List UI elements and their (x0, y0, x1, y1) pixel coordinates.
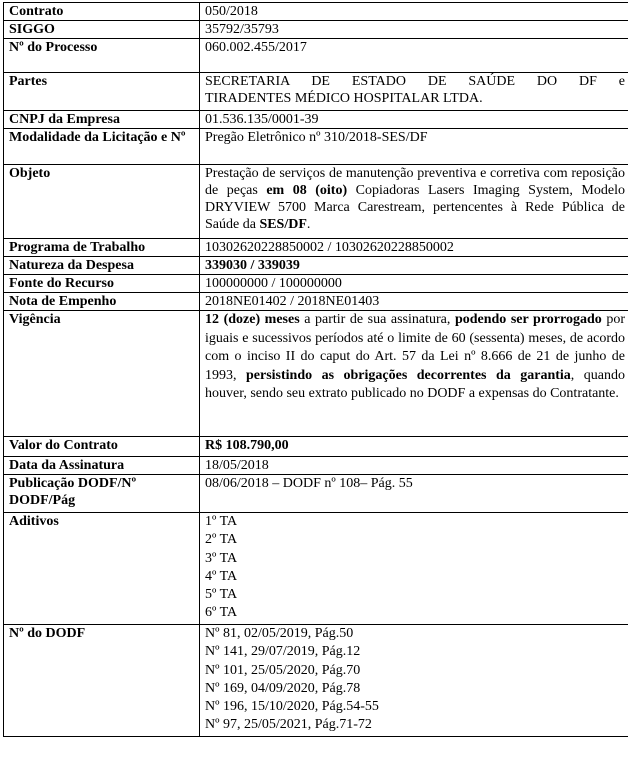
row-dodf (4, 625, 628, 737)
valor-label: Valor do Contrato (4, 437, 200, 457)
aditivo-item: 2º TA (205, 532, 238, 548)
fonte-value: 100000000 / 100000000 (200, 275, 628, 293)
cnpj-value: 01.536.135/0001-39 (200, 111, 628, 129)
row-siggo (4, 21, 628, 39)
programa-label: Programa de Trabalho (4, 239, 200, 257)
cnpj-label: CNPJ da Empresa (4, 111, 200, 129)
publicacao-label-line2: DODF/Pág (9, 493, 76, 508)
empenho-label: Nota de Empenho (4, 293, 200, 311)
contract-table (3, 2, 628, 737)
objeto-label: Objeto (4, 165, 200, 239)
aditivo-item: 3º TA (205, 550, 238, 566)
publicacao-label (4, 475, 200, 513)
row-valor (4, 437, 628, 457)
row-programa (4, 239, 628, 257)
dodf-item: Nº 97, 25/05/2021, Pág.71-72 (205, 717, 372, 733)
assinatura-value: 18/05/2018 (200, 457, 628, 475)
contrato-value: 050/2018 (200, 3, 628, 21)
row-cnpj (4, 111, 628, 129)
vigencia-label: Vigência (4, 311, 200, 437)
objeto-bold-1: em 08 (oito) (266, 183, 348, 198)
vigencia-value (200, 311, 628, 437)
vigencia-bold-1: 12 (doze) meses (205, 312, 300, 327)
partes-line2: TIRADENTES MÉDICO HOSPITALAR LTDA. (205, 91, 483, 106)
aditivos-label: Aditivos (4, 513, 200, 625)
partes-line1: SECRETARIA DE ESTADO DE SAÚDE DO DF e (205, 74, 625, 89)
vigencia-bold-3: persistindo as obrigações decorrentes da garantia (245, 367, 571, 383)
row-assinatura (4, 457, 628, 475)
dodf-item: Nº 169, 04/09/2020, Pág.78 (205, 680, 361, 696)
programa-value: 10302620228850002 / 10302620228850002 (200, 239, 628, 257)
row-partes (4, 73, 628, 111)
partes-label: Partes (4, 73, 200, 111)
row-publicacao (4, 475, 628, 513)
objeto-value (200, 165, 628, 239)
dodf-item: Nº 81, 02/05/2019, Pág.50 (205, 626, 354, 641)
objeto-text-2: Copiadoras Lasers Imaging System, Modelo DRYVIEW 5700 Marca Carestream, pertencentes à Rede Pública de Saúde da (205, 183, 625, 232)
assinatura-label: Data da Assinatura (4, 457, 200, 475)
valor-value: R$ 108.790,00 (200, 437, 628, 457)
vigencia-bold-2: podendo ser prorrogado (454, 312, 602, 327)
aditivos-list (200, 513, 628, 625)
fonte-label: Fonte do Recurso (4, 275, 200, 293)
processo-label: Nº do Processo (4, 39, 200, 73)
modalidade-value: Pregão Eletrônico nº 310/2018-SES/DF (200, 129, 628, 165)
processo-value: 060.002.455/2017 (200, 39, 628, 73)
natureza-value: 339030 / 339039 (200, 257, 628, 275)
row-empenho (4, 293, 628, 311)
contrato-label: Contrato (4, 3, 200, 21)
natureza-label: Natureza da Despesa (4, 257, 200, 275)
dodf-item: Nº 101, 25/05/2020, Pág.70 (205, 662, 361, 678)
modalidade-label: Modalidade da Licitação e Nº (4, 129, 200, 165)
aditivo-item: 1º TA (205, 514, 238, 529)
vigencia-text-3: , quando houver, sendo seu extrato publicado no DODF a expensas do Contratante. (205, 367, 625, 401)
row-aditivos (4, 513, 628, 625)
siggo-label: SIGGO (4, 21, 200, 39)
dodf-item: Nº 141, 29/07/2019, Pág.12 (205, 644, 361, 660)
publicacao-value: 08/06/2018 – DODF nº 108– Pág. 55 (200, 475, 628, 513)
vigencia-text-2: por iguais e sucessivos períodos até o limite de 60 (sessenta) meses, de acordo com o inciso II do caput do Art. 57 da Lei nº 8.666 de 21 de junho de 1993, (205, 312, 625, 383)
dodf-label: Nº do DODF (4, 625, 200, 737)
row-fonte (4, 275, 628, 293)
vigencia-text-1: a partir de sua assinatura, (299, 312, 455, 327)
dodf-list (200, 625, 628, 737)
row-processo (4, 39, 628, 73)
publicacao-label-line1: Publicação DODF/Nº (9, 476, 137, 491)
row-natureza (4, 257, 628, 275)
aditivo-item: 6º TA (205, 605, 238, 621)
siggo-value: 35792/35793 (200, 21, 628, 39)
empenho-value: 2018NE01402 / 2018NE01403 (200, 293, 628, 311)
dodf-item: Nº 196, 15/10/2020, Pág.54-55 (205, 699, 379, 715)
row-objeto (4, 165, 628, 239)
row-modalidade (4, 129, 628, 165)
partes-value (200, 73, 628, 111)
row-contrato (4, 3, 628, 21)
aditivo-item: 5º TA (205, 587, 238, 603)
objeto-text-1: Prestação de serviços de manutenção preventiva e corretiva com reposição de peças (205, 166, 625, 198)
objeto-text-3: . (306, 217, 311, 232)
aditivo-item: 4º TA (205, 568, 238, 584)
objeto-bold-2: SES/DF (259, 217, 307, 232)
row-vigencia (4, 311, 628, 437)
